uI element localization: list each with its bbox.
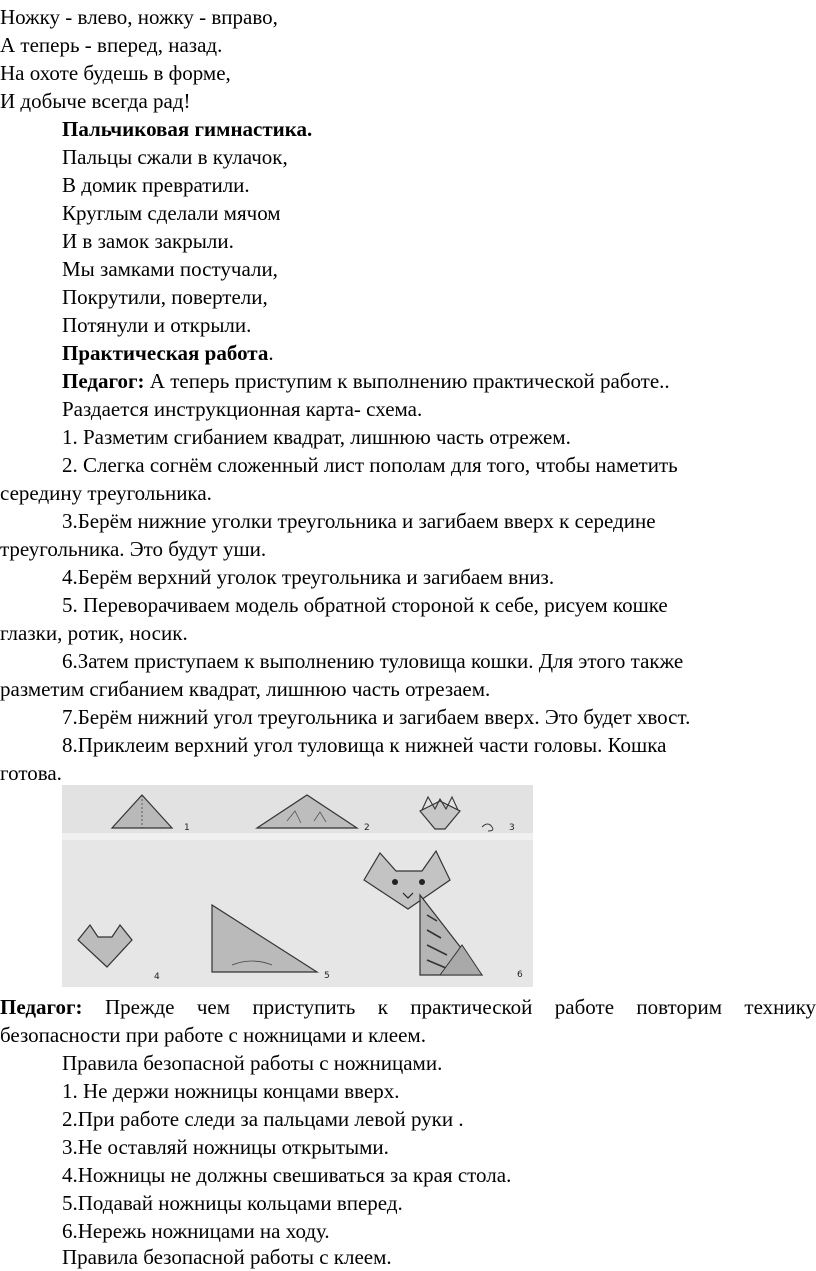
card-line: Раздается инструкционная карта- схема. (62, 397, 423, 421)
figure-label: 2 (364, 823, 370, 833)
gym-line: Круглым сделали мячом (62, 201, 281, 225)
step-line: середину треугольника. (0, 481, 212, 505)
poem-line: На охоте будешь в форме, (0, 61, 231, 85)
teacher-label: Педагог: (62, 369, 145, 393)
step-line: 4.Берём верхний уголок треугольника и загибаем вниз. (62, 565, 555, 589)
step-line: глазки, ротик, носик. (0, 621, 188, 645)
practical-heading: Практическая работа (62, 341, 269, 365)
step-line: 3.Берём нижние уголки треугольника и загибаем вверх к середине (62, 509, 656, 533)
figure-label: 3 (509, 823, 515, 833)
scissors-rule: 1. Не держи ножницы концами вверх. (62, 1079, 400, 1103)
step-line: треугольника. Это будут уши. (0, 537, 267, 561)
step-line: готова. (0, 761, 62, 785)
practical-heading-line (62, 339, 274, 367)
gym-heading: Пальчиковая гимнастика. (62, 117, 313, 141)
step-line: 8.Приклеим верхний угол туловища к нижней части головы. Кошка (62, 733, 667, 757)
scissors-rule: 2.При работе следи за пальцами левой руки . (62, 1107, 464, 1131)
teacher-label: Педагог: (0, 995, 83, 1019)
scissors-rule: 5.Подавай ножницы кольцами вперед. (62, 1191, 403, 1215)
scissors-rule: 3.Не оставляй ножницы открытыми. (62, 1135, 389, 1159)
gym-line: Мы замками постучали, (62, 257, 278, 281)
scissors-rule: 6.Нережь ножницами на ходу. (62, 1219, 330, 1243)
gym-line: Пальцы сжали в кулачок, (62, 145, 288, 169)
origami-cat-diagram (62, 785, 533, 987)
instruction-card-figure (62, 785, 533, 987)
teacher-text: А теперь приступим к выполнению практической работе.. (144, 369, 670, 393)
poem-line: А теперь - вперед, назад. (0, 33, 223, 57)
poem-line: Ножку - влево, ножку - вправо, (0, 5, 278, 29)
step-line: 1. Разметим сгибанием квадрат, лишнюю часть отрежем. (62, 425, 571, 449)
teacher-line-2 (0, 993, 816, 1021)
gym-line: В домик превратили. (62, 173, 250, 197)
practical-heading-dot: . (268, 341, 274, 365)
teacher-line-1 (62, 367, 670, 395)
figure-label: 6 (517, 970, 523, 980)
step-line: 7.Берём нижний угол треугольника и загибаем вверх. Это будет хвост. (62, 705, 691, 729)
gym-line: Потянули и открыли. (62, 313, 252, 337)
teacher-text-continued: безопасности при работе с ножницами и клеем. (0, 1023, 426, 1047)
teacher-text: Прежде чем приступить к практической работе повторим технику (82, 995, 816, 1019)
scissors-rule: 4.Ножницы не должны свешиваться за края стола. (62, 1163, 512, 1187)
glue-heading: Правила безопасной работы с клеем. (62, 1245, 392, 1269)
figure-label: 1 (184, 823, 190, 833)
gym-line: И в замок закрыли. (62, 229, 234, 253)
figure-label: 5 (324, 971, 330, 981)
poem-line: И добыче всегда рад! (0, 89, 191, 113)
scissors-heading: Правила безопасной работы с ножницами. (62, 1051, 443, 1075)
step-line: разметим сгибанием квадрат, лишнюю часть отрезаем. (0, 677, 491, 701)
step-line: 2. Слегка согнём сложенный лист пополам для того, чтобы наметить (62, 453, 678, 477)
figure-label: 4 (154, 972, 160, 982)
step-line: 5. Переворачиваем модель обратной стороной к себе, рисуем кошке (62, 593, 668, 617)
gym-line: Покрутили, повертели, (62, 285, 268, 309)
step-line: 6.Затем приступаем к выполнению туловища кошки. Для этого также (62, 649, 684, 673)
